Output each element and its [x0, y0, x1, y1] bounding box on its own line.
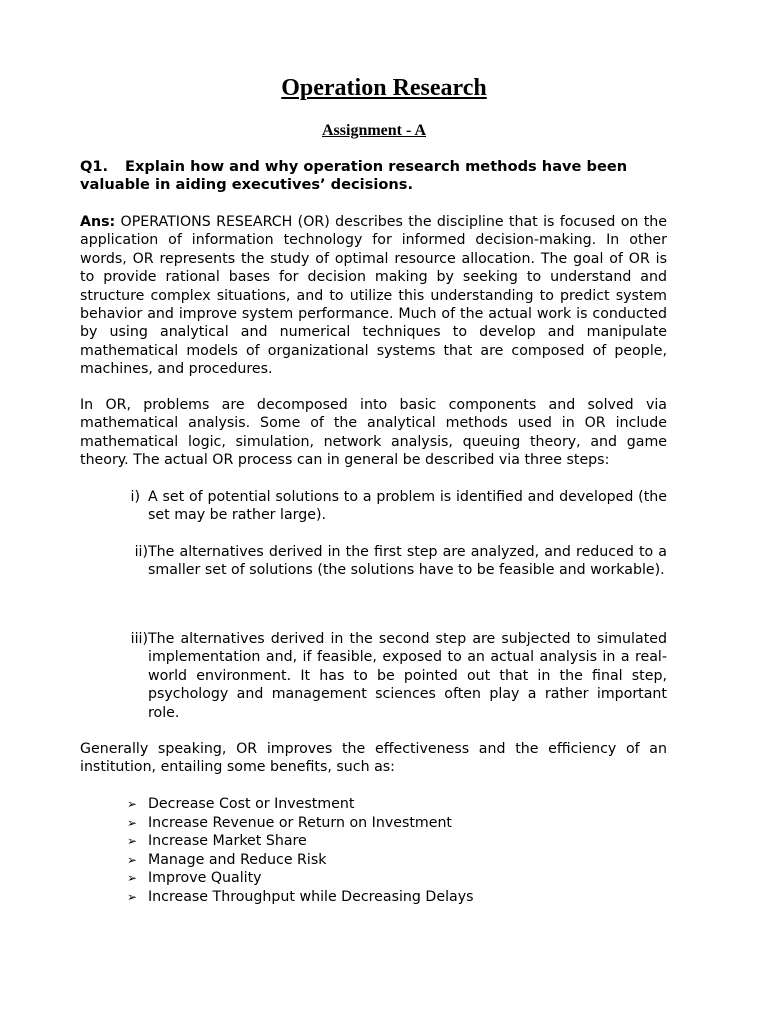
- step-marker: i): [130, 489, 140, 505]
- step-text: The alternatives derived in the first step are analyzed, and reduced to a smaller set of solutions (the solutions have to be feasible and workable).: [148, 544, 667, 579]
- document-title: Operation Research: [281, 75, 487, 101]
- question-number: Q1.: [80, 158, 109, 175]
- benefit-text: Improve Quality: [148, 870, 262, 887]
- arrow-bullet-icon: ➢: [127, 834, 138, 849]
- arrow-bullet-icon: ➢: [127, 815, 138, 830]
- arrow-bullet-icon: ➢: [127, 889, 138, 904]
- benefit-text: Increase Throughput while Decreasing Delays: [148, 888, 474, 905]
- step-item: [134, 543, 667, 580]
- list-item: [127, 814, 667, 833]
- list-item: [127, 888, 667, 907]
- answer-paragraph-2: In OR, problems are decomposed into basic components and solved via mathematical analysis. Some of the analytical methods used in OR include mathematical logic, simulation, network analysis, queuing theory, and game theory. The actual OR process can in general be described via three steps:: [80, 397, 667, 469]
- benefit-text: Decrease Cost or Investment: [148, 796, 355, 812]
- list-item: [127, 869, 667, 888]
- step-item: [130, 488, 667, 525]
- step-marker: iii): [130, 631, 148, 647]
- benefit-text: Increase Revenue or Return on Investment: [148, 814, 452, 831]
- answer-paragraph-1-text: OPERATIONS RESEARCH (OR) describes the discipline that is focused on the application of information technology for informed decision-making. In other words, OR represents the study of optimal resource allocation. The goal of OR is to provide rational bases for decision making by seeking to understand and structure complex situations, and to utilize this understanding to predict system behavior and improve system performance. Much of the actual work is conducted by using analytical and numerical techniques to develop and manipulate mathematical models of organizational systems that are composed of people, machines, and procedures.: [80, 214, 667, 378]
- question-text: Explain how and why operation research methods have been valuable in aiding executives’ decisions.: [80, 158, 628, 194]
- step-text: A set of potential solutions to a problem is identified and developed (the set may be rather large).: [148, 489, 667, 524]
- answer-label: Ans:: [80, 214, 116, 230]
- arrow-bullet-icon: ➢: [127, 871, 138, 886]
- step-text: The alternatives derived in the second step are subjected to simulated implementation and, if feasible, exposed to an actual analysis in a real-world environment. It has to be pointed out that in the final step, psychology and management sciences often play a rather important role.: [148, 631, 667, 721]
- step-marker: ii): [134, 544, 148, 560]
- benefit-text: Increase Market Share: [148, 833, 307, 850]
- list-item: [127, 795, 667, 814]
- arrow-bullet-icon: ➢: [127, 852, 138, 867]
- step-item: [130, 630, 667, 722]
- answer-paragraph-1: [80, 213, 667, 379]
- answer-paragraph-3: Generally speaking, OR improves the effectiveness and the efficiency of an institution, entailing some benefits, such as:: [80, 741, 667, 776]
- question: [80, 158, 667, 195]
- benefits-list: [127, 795, 667, 907]
- arrow-bullet-icon: ➢: [127, 797, 138, 811]
- benefit-text: Manage and Reduce Risk: [148, 851, 327, 868]
- list-item: [127, 851, 667, 870]
- list-item: [127, 832, 667, 851]
- assignment-subtitle: Assignment - A: [321, 122, 426, 139]
